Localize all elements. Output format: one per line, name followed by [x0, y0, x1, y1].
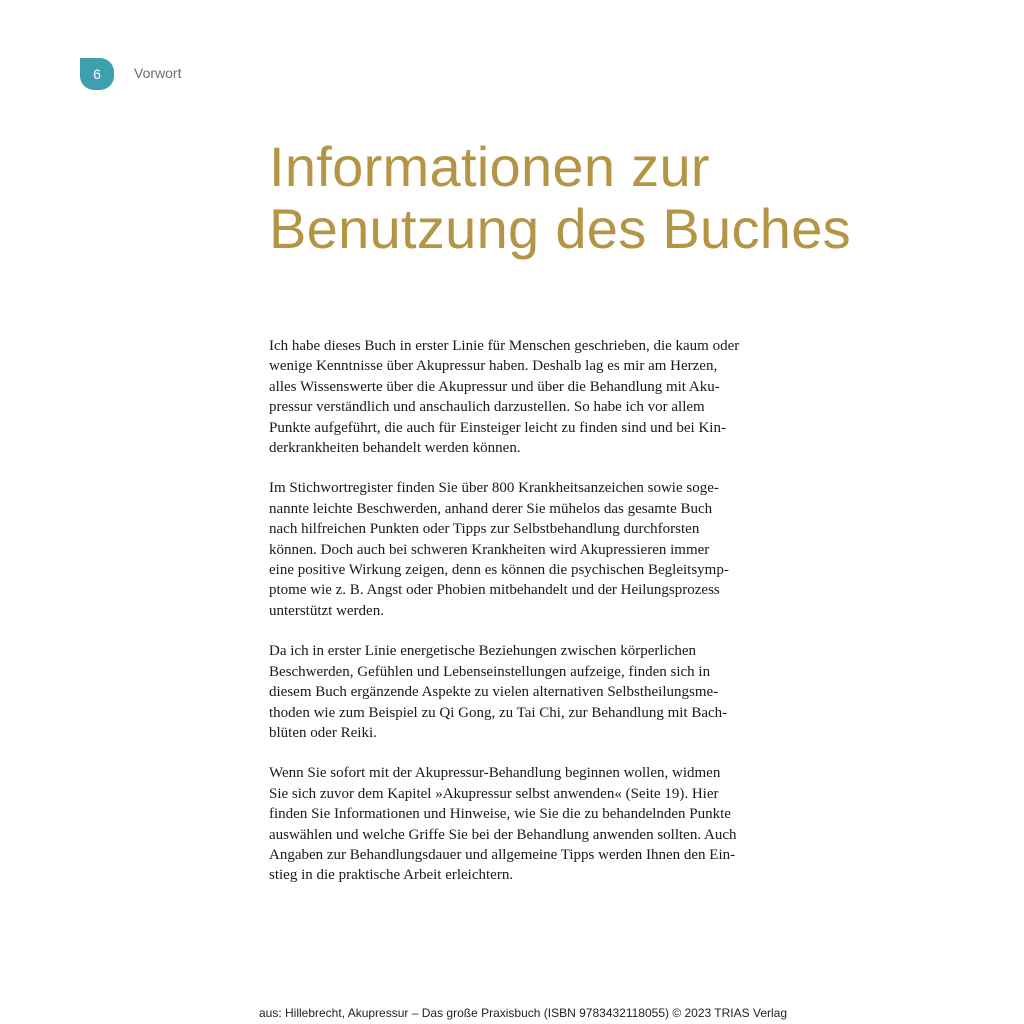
body-text	[269, 336, 789, 906]
source-footer: aus: Hillebrecht, Akupressur – Das große Praxisbuch (ISBN 9783432118055) © 2023 TRIAS Verlag	[258, 1006, 788, 1020]
text-line: alles Wissenswerte über die Akupressur und über die Behandlung mit Aku-	[269, 378, 720, 395]
text-line: Angaben zur Behandlungsdauer und allgemeine Tipps werden Ihnen den Ein-	[269, 846, 736, 863]
text-line: pressur verständlich und anschaulich darzustellen. So habe ich vor allem	[269, 399, 705, 416]
text-line: Punkte aufgeführt, die auch für Einsteiger leicht zu finden sind und bei Kin-	[269, 419, 726, 436]
title-line: Benutzung des Buches	[269, 197, 851, 260]
page-number: 6	[93, 66, 101, 82]
text-line: ptome wie z. B. Angst oder Phobien mitbehandelt und der Heilungsprozess	[269, 582, 720, 599]
text-line: Sie sich zuvor dem Kapitel »Akupressur selbst anwenden« (Seite 19). Hier	[269, 785, 719, 802]
text-line: thoden wie zum Beispiel zu Qi Gong, zu Tai Chi, zur Behandlung mit Bach-	[269, 704, 728, 721]
text-line: auswählen und welche Griffe Sie bei der Behandlung anwenden sollten. Auch	[269, 826, 737, 843]
text-line: unterstützt werden.	[269, 602, 384, 619]
page-title	[269, 136, 851, 260]
paragraph	[269, 336, 789, 458]
section-label: Vorwort	[134, 65, 182, 81]
text-line: diesem Buch ergänzende Aspekte zu vielen alternativen Selbstheilungsme-	[269, 684, 719, 701]
text-line: nach hilfreichen Punkten oder Tipps zur Selbstbehandlung durchforsten	[269, 521, 700, 538]
text-line: Beschwerden, Gefühlen und Lebenseinstellungen aufzeige, finden sich in	[269, 663, 711, 680]
text-line: finden Sie Informationen und Hinweise, wie Sie die zu behandelnden Punkte	[269, 806, 731, 823]
text-line: wenige Kenntnisse über Akupressur haben. Deshalb lag es mir am Herzen,	[269, 358, 718, 375]
text-line: Ich habe dieses Buch in erster Linie für Menschen geschrieben, die kaum oder	[269, 338, 740, 354]
text-line: eine positive Wirkung zeigen, denn es können die psychischen Begleitsymp-	[269, 562, 729, 579]
text-line: blüten oder Reiki.	[269, 724, 377, 741]
page-number-badge	[80, 58, 114, 90]
text-line: derkrankheiten behandelt werden können.	[269, 440, 521, 457]
text-line: Da ich in erster Linie energetische Beziehungen zwischen körperlichen	[269, 643, 697, 660]
paragraph	[269, 478, 789, 621]
text-line: nannte leichte Beschwerden, anhand derer Sie mühelos das gesamte Buch	[269, 500, 713, 517]
text-line: Im Stichwortregister finden Sie über 800 Krankheitsanzeichen sowie soge-	[269, 480, 719, 497]
text-line: stieg in die praktische Arbeit erleichtern.	[269, 867, 514, 884]
text-line: Wenn Sie sofort mit der Akupressur-Behandlung beginnen wollen, widmen	[269, 765, 721, 782]
title-line: Informationen zur	[269, 135, 710, 198]
paragraph	[269, 763, 789, 885]
text-line: können. Doch auch bei schweren Krankheiten wird Akupressieren immer	[269, 541, 710, 558]
paragraph	[269, 641, 789, 743]
